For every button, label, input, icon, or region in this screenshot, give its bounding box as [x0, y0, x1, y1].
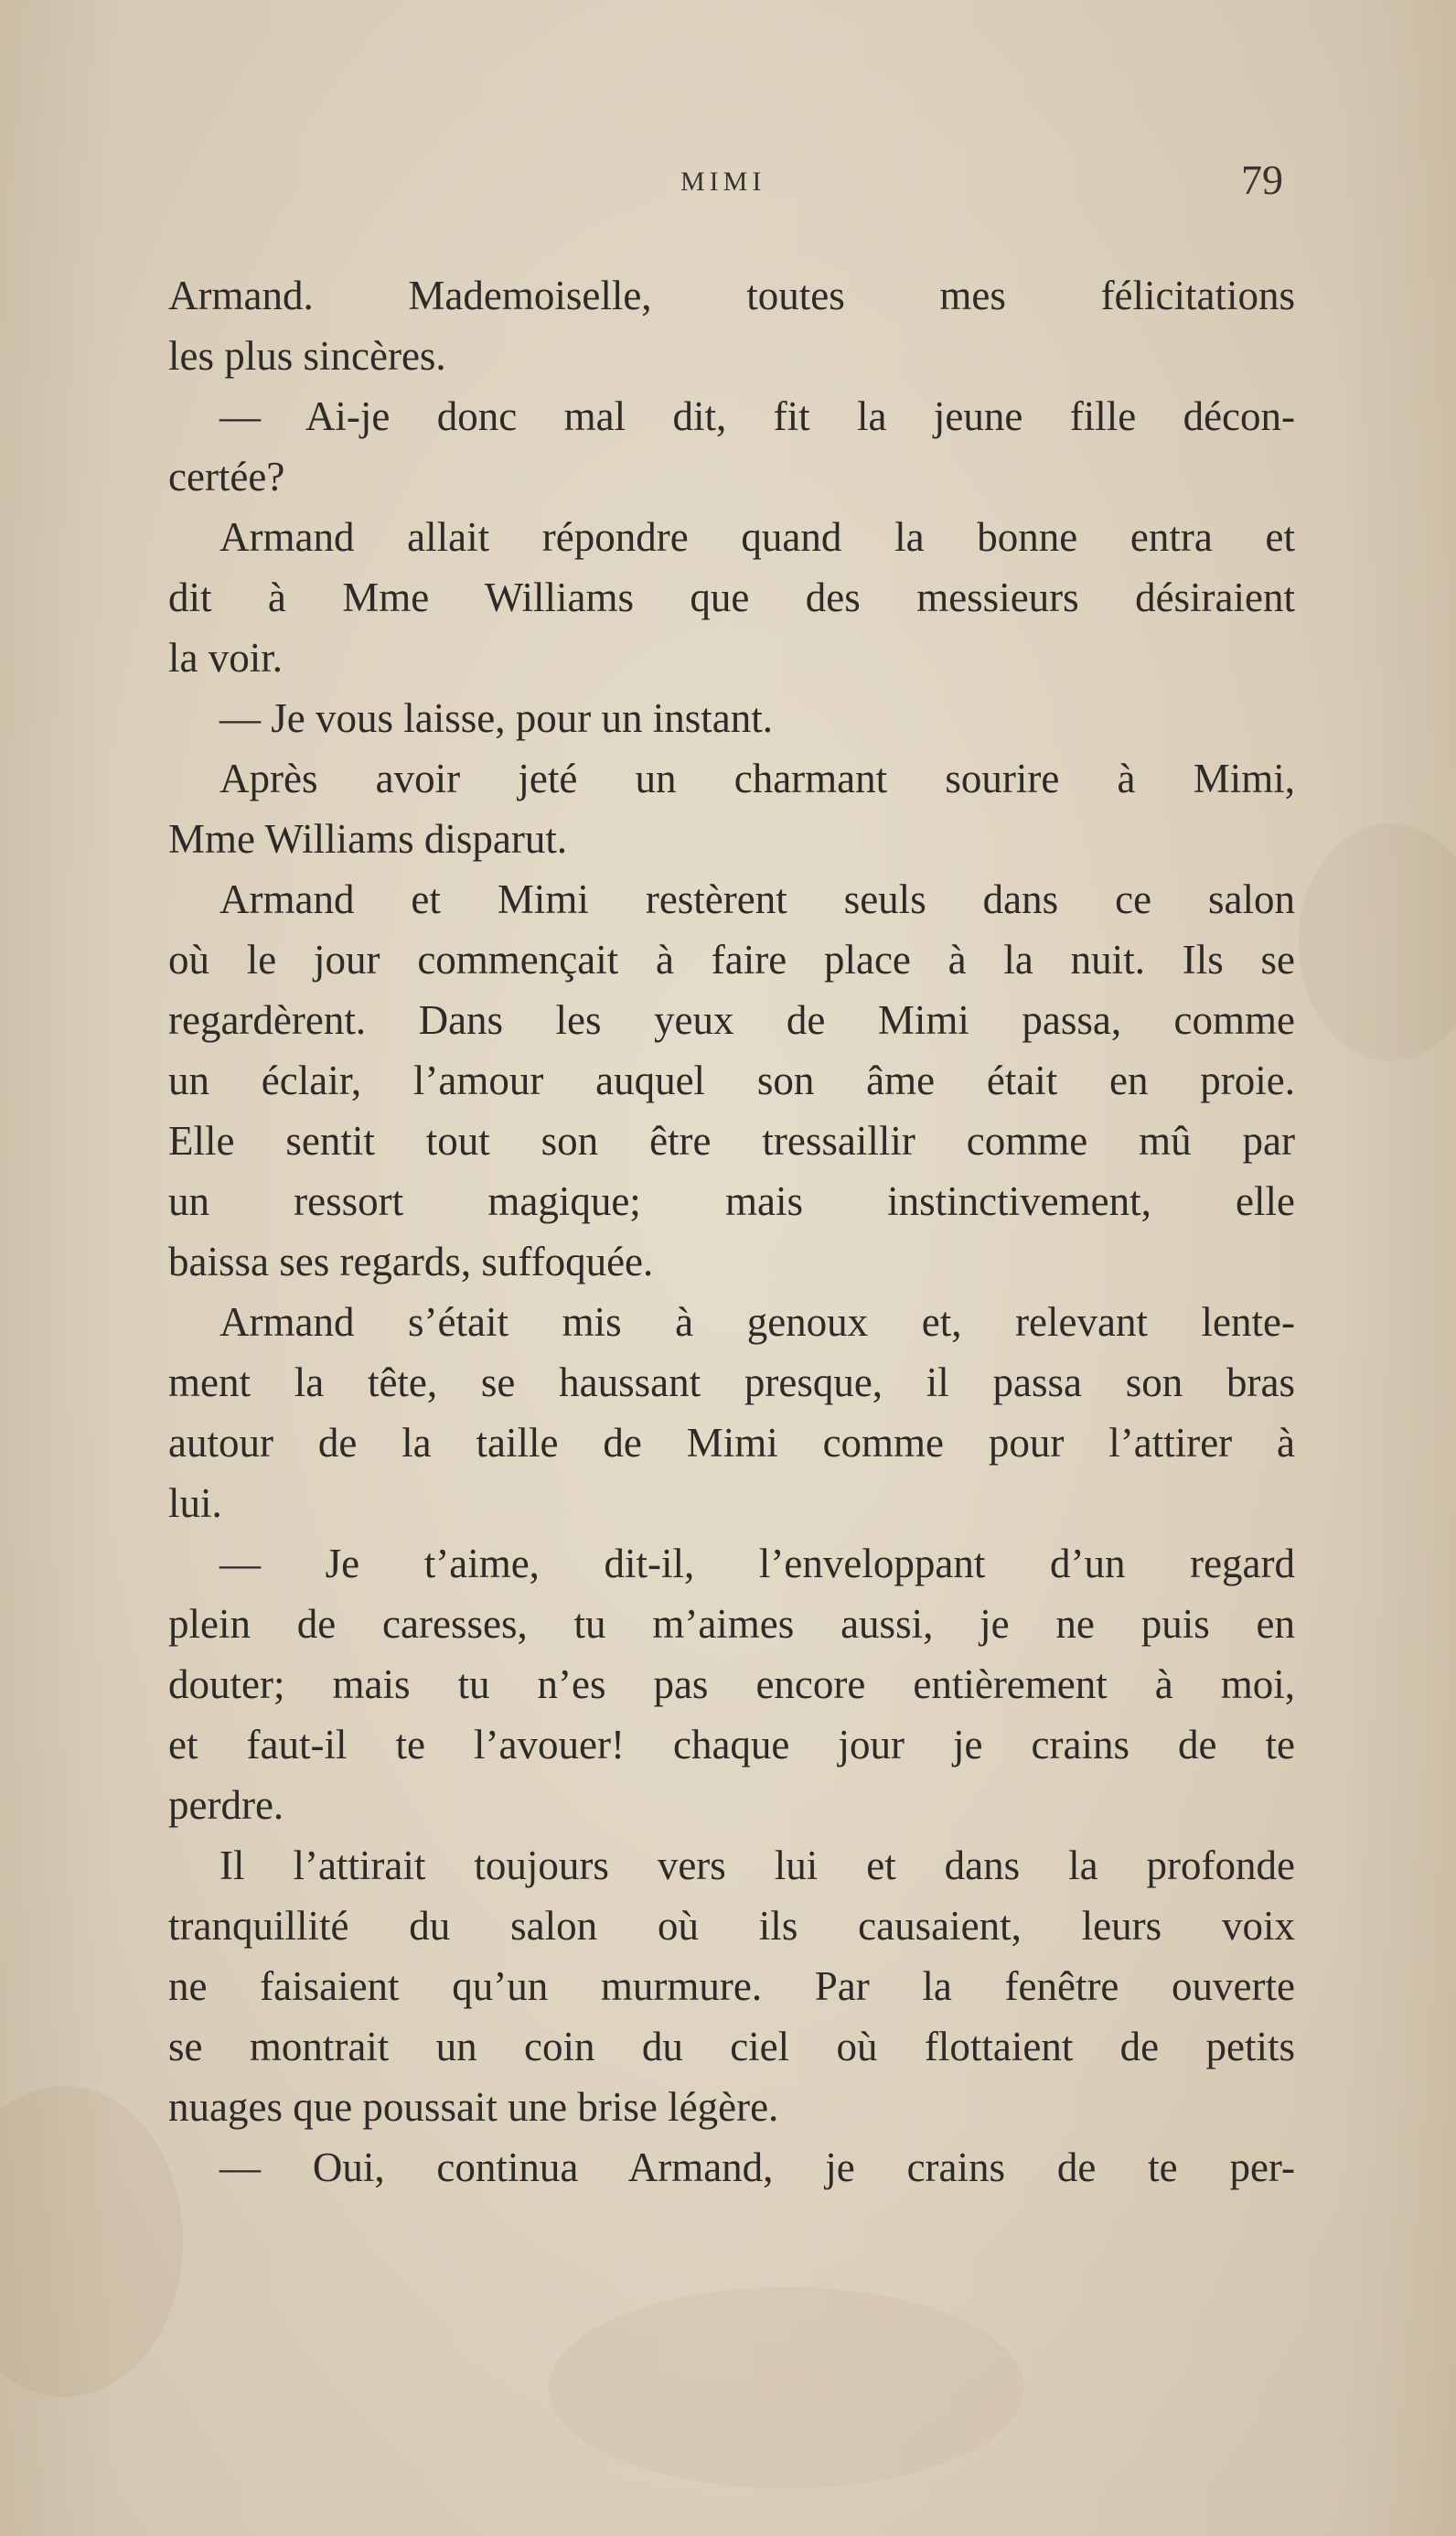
text-line: se montrait un coin du ciel où flottaient de petits: [168, 2024, 1295, 2069]
text-line: certée?: [168, 454, 285, 500]
text-line: perdre.: [168, 1782, 284, 1828]
text-line: Armand s’était mis à genoux et, relevant lente-: [219, 1299, 1295, 1345]
text-line: tranquillité du salon où ils causaient, leurs voix: [168, 1903, 1295, 1949]
paper-stain: [1299, 823, 1456, 1061]
text-line: lui.: [168, 1480, 222, 1526]
text-line: ment la tête, se haussant presque, il passa son bras: [168, 1359, 1295, 1405]
body-text: [168, 265, 1295, 2198]
text-line: Armand. Mademoiselle, toutes mes félicitations: [168, 273, 1295, 318]
paper-stain: [0, 2086, 183, 2397]
text-line: la voir.: [168, 635, 283, 681]
text-line: dit à Mme Williams que des messieurs désiraient: [168, 575, 1295, 620]
page-number: 79: [1241, 156, 1283, 203]
running-title: MIMI: [680, 167, 766, 197]
text-line: — Je vous laisse, pour un instant.: [219, 695, 773, 741]
text-line: — Ai-je donc mal dit, fit la jeune fille décon-: [219, 393, 1295, 439]
text-line: — Oui, continua Armand, je crains de te per-: [219, 2144, 1295, 2190]
text-line: où le jour commençait à faire place à la nuit. Ils se: [168, 937, 1295, 983]
text-line: les plus sincères.: [168, 333, 446, 379]
paper-stain: [549, 2287, 1024, 2488]
text-line: douter; mais tu n’es pas encore entièrement à moi,: [168, 1661, 1295, 1707]
text-line: regardèrent. Dans les yeux de Mimi passa, comme: [168, 997, 1295, 1043]
text-line: Mme Williams disparut.: [168, 816, 568, 862]
page-header: [0, 156, 1456, 210]
text-line: Elle sentit tout son être tressaillir comme mû par: [168, 1118, 1295, 1164]
text-line: un ressort magique; mais instinctivement, elle: [168, 1178, 1295, 1224]
text-line: Armand et Mimi restèrent seuls dans ce salon: [219, 876, 1295, 922]
text-line: baissa ses regards, suffoquée.: [168, 1239, 654, 1284]
text-line: — Je t’aime, dit-il, l’enveloppant d’un regard: [219, 1541, 1295, 1586]
text-line: nuages que poussait une brise légère.: [168, 2084, 779, 2130]
text-line: autour de la taille de Mimi comme pour l’attirer à: [168, 1420, 1295, 1466]
text-line: un éclair, l’amour auquel son âme était en proie.: [168, 1058, 1295, 1103]
text-line: Il l’attirait toujours vers lui et dans la profonde: [219, 1843, 1295, 1888]
text-line: Après avoir jeté un charmant sourire à Mimi,: [219, 756, 1295, 801]
text-line: et faut-il te l’avouer! chaque jour je crains de te: [168, 1722, 1295, 1768]
text-line: Armand allait répondre quand la bonne entra et: [219, 514, 1295, 560]
text-line: plein de caresses, tu m’aimes aussi, je ne puis en: [168, 1601, 1295, 1647]
text-line: ne faisaient qu’un murmure. Par la fenêtre ouverte: [168, 1963, 1295, 2009]
